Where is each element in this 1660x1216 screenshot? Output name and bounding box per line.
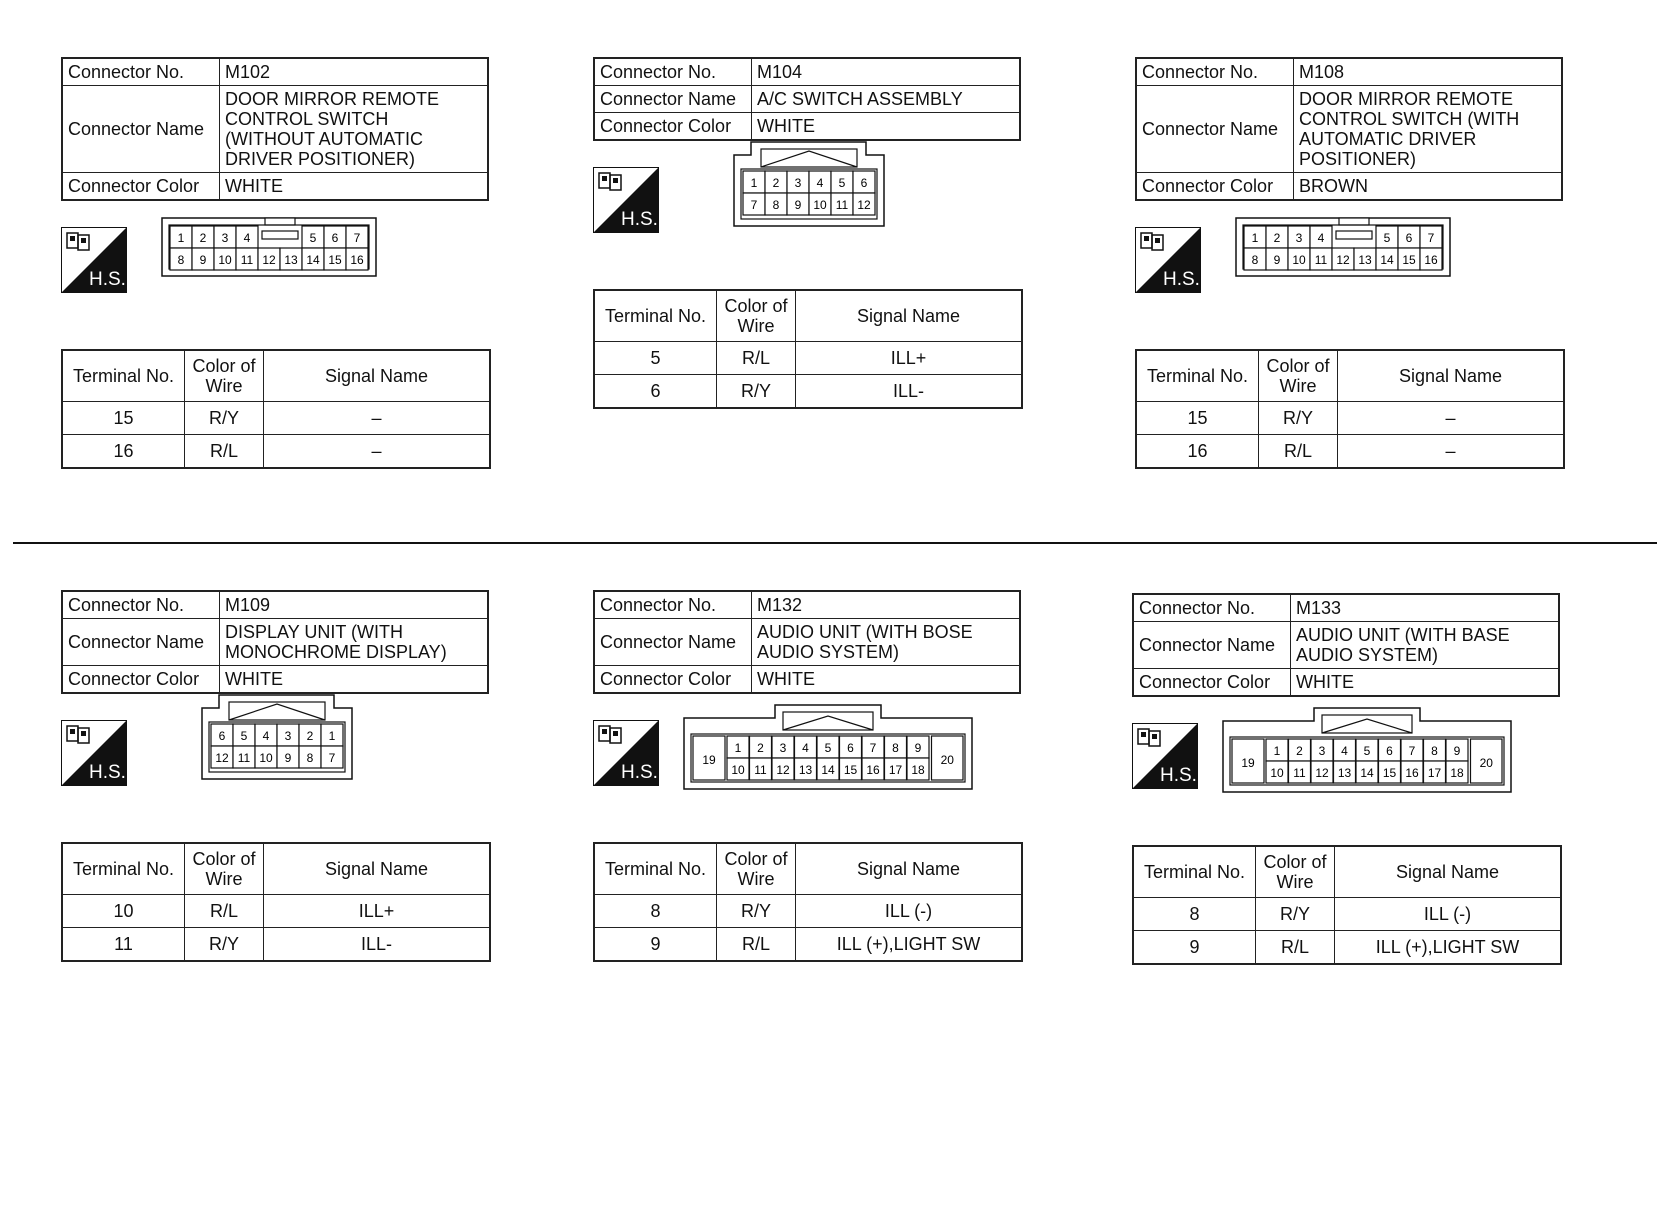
wire-color-header: Color of Wire — [1259, 350, 1338, 402]
connector-color-value: WHITE — [752, 666, 1021, 694]
signal-name-cell: – — [264, 402, 491, 435]
connector-diagram — [1222, 707, 1512, 793]
harness-side-label: H.S. — [89, 762, 126, 783]
pin-label: 5 — [838, 176, 846, 190]
pin-label: 6 — [331, 231, 339, 245]
connector-info-table — [1132, 593, 1560, 697]
wire-color-cell: R/L — [717, 928, 796, 962]
pin-label: 18 — [1450, 766, 1464, 780]
connector-no-label: Connector No. — [62, 591, 220, 619]
connector-no-label: Connector No. — [1133, 594, 1291, 622]
pin-label: 2 — [772, 176, 780, 190]
pin-label: 6 — [860, 176, 868, 190]
terminal-no-cell: 16 — [62, 435, 185, 469]
signal-name-cell: ILL (+),LIGHT SW — [1335, 931, 1562, 965]
pin-label: 1 — [1273, 744, 1281, 758]
connector-block — [593, 57, 1033, 409]
connector-face — [683, 704, 973, 795]
signal-name-cell: – — [1338, 435, 1565, 469]
connector-diagram — [201, 694, 353, 780]
pin-label: 9 — [1453, 744, 1461, 758]
pin-label: 17 — [1427, 766, 1442, 780]
wire-color-header: Color of Wire — [185, 843, 264, 895]
connector-no-value: M133 — [1291, 594, 1560, 622]
pin-label: 4 — [262, 729, 270, 743]
terminal-no-cell: 8 — [1133, 898, 1256, 931]
pin-label: 3 — [1318, 744, 1326, 758]
pin-label: 15 — [843, 763, 858, 777]
pin-label: 5 — [1383, 231, 1391, 245]
table-row — [594, 342, 1022, 375]
connector-color-label: Connector Color — [594, 666, 752, 694]
harness-side-icon — [61, 227, 127, 293]
pin-label: 10 — [259, 751, 273, 765]
harness-side-icon — [1132, 723, 1198, 789]
terminal-no-cell: 10 — [62, 895, 185, 928]
connector-color-label: Connector Color — [594, 113, 752, 141]
pin-label: 17 — [888, 763, 903, 777]
pin-label: 14 — [1360, 766, 1374, 780]
pin-label: 8 — [1431, 744, 1438, 758]
pin-label: 10 — [1292, 253, 1306, 267]
terminal-table — [61, 842, 491, 962]
signal-name-cell: ILL+ — [796, 342, 1023, 375]
terminal-no-cell: 5 — [594, 342, 717, 375]
table-row — [62, 402, 490, 435]
connector-figure — [1135, 201, 1575, 349]
pin-label: 16 — [1424, 253, 1438, 267]
section-divider — [13, 542, 1657, 544]
pin-label: 4 — [816, 176, 824, 190]
signal-name-cell: ILL (-) — [1335, 898, 1562, 931]
table-row — [1136, 402, 1564, 435]
pin-label: 13 — [284, 253, 298, 267]
signal-name-cell: ILL+ — [264, 895, 491, 928]
signal-name-cell: ILL (-) — [796, 895, 1023, 928]
terminal-no-header: Terminal No. — [1136, 350, 1259, 402]
pin-label: 9 — [794, 198, 802, 212]
table-row — [594, 928, 1022, 962]
pin-label: 6 — [847, 741, 854, 755]
terminal-table — [593, 842, 1023, 962]
harness-side-label: H.S. — [1163, 269, 1200, 290]
pin-label: 16 — [1405, 766, 1419, 780]
connector-color-value: WHITE — [220, 173, 489, 201]
pin-label: 10 — [731, 763, 745, 777]
connector-color-label: Connector Color — [62, 666, 220, 694]
connector-name-label: Connector Name — [62, 619, 220, 666]
wire-color-cell: R/Y — [185, 402, 264, 435]
table-row — [62, 435, 490, 469]
terminal-table — [1135, 349, 1565, 469]
pin-label: 12 — [857, 198, 871, 212]
pin-label: 3 — [284, 729, 292, 743]
connector-key-slot — [262, 231, 298, 239]
pin-label: 12 — [262, 253, 276, 267]
pin-label: 2 — [199, 231, 207, 245]
table-row — [594, 375, 1022, 409]
pin-label: 8 — [177, 253, 185, 267]
pin-label: 14 — [821, 763, 835, 777]
pin-label: 4 — [243, 231, 251, 245]
wire-color-cell: R/L — [1256, 931, 1335, 965]
connector-figure — [593, 141, 1033, 289]
pin-label: 10 — [1270, 766, 1284, 780]
pin-label: 12 — [1315, 766, 1329, 780]
pin-label: 8 — [772, 198, 780, 212]
connector-figure — [61, 201, 501, 349]
table-row — [1136, 435, 1564, 469]
connector-block — [61, 590, 501, 962]
pin-label: 11 — [1293, 766, 1306, 780]
connector-color-value: BROWN — [1294, 173, 1563, 201]
terminal-no-header: Terminal No. — [594, 290, 717, 342]
pin-label: 6 — [1405, 231, 1413, 245]
signal-name-cell: ILL (+),LIGHT SW — [796, 928, 1023, 962]
wire-color-cell: R/L — [185, 895, 264, 928]
connector-diagram — [1235, 217, 1451, 277]
connector-info-table — [1135, 57, 1563, 201]
pin-label: 7 — [1427, 231, 1435, 245]
pin-label: 2 — [1296, 744, 1303, 758]
pin-label: 8 — [1251, 253, 1259, 267]
connector-face — [733, 141, 885, 232]
harness-side-label: H.S. — [89, 269, 126, 290]
harness-side-icon — [593, 167, 659, 233]
pin-label: 3 — [221, 231, 229, 245]
pin-label: 16 — [866, 763, 880, 777]
connector-info-table — [61, 590, 489, 694]
pin-label: 8 — [306, 751, 314, 765]
connector-block — [1132, 593, 1572, 965]
connector-info-table — [61, 57, 489, 201]
pin-label: 6 — [1386, 744, 1393, 758]
connector-no-value: M108 — [1294, 58, 1563, 86]
terminal-no-cell: 6 — [594, 375, 717, 409]
pin-label: 16 — [350, 253, 364, 267]
pin-label: 4 — [802, 741, 809, 755]
pin-label: 20 — [940, 753, 954, 767]
connector-figure — [1132, 697, 1572, 845]
pin-label: 1 — [1251, 231, 1259, 245]
connector-no-value: M104 — [752, 58, 1021, 86]
connector-name-value: DOOR MIRROR REMOTE CONTROL SWITCH (WITHOUT AUTOMATIC DRIVER POSITIONER) — [220, 86, 489, 173]
pin-label: 5 — [309, 231, 317, 245]
pin-label: 5 — [240, 729, 248, 743]
pin-label: 7 — [328, 751, 336, 765]
connector-color-label: Connector Color — [1136, 173, 1294, 201]
connector-no-value: M109 — [220, 591, 489, 619]
wire-color-cell: R/Y — [1259, 402, 1338, 435]
terminal-no-cell: 9 — [594, 928, 717, 962]
table-row — [594, 895, 1022, 928]
connector-diagram — [161, 217, 377, 277]
pin-label: 1 — [734, 741, 742, 755]
wire-color-cell: R/Y — [717, 895, 796, 928]
pin-label: 13 — [1358, 253, 1372, 267]
harness-side-label: H.S. — [621, 762, 658, 783]
pin-label: 18 — [911, 763, 925, 777]
connector-name-value: DOOR MIRROR REMOTE CONTROL SWITCH (WITH AUTOMATIC DRIVER POSITIONER) — [1294, 86, 1563, 173]
pin-label: 14 — [306, 253, 320, 267]
pin-label: 7 — [869, 741, 877, 755]
connector-no-value: M102 — [220, 58, 489, 86]
pin-label: 9 — [1273, 253, 1281, 267]
pin-label: 12 — [776, 763, 790, 777]
connector-color-value: WHITE — [220, 666, 489, 694]
connector-figure — [61, 694, 501, 842]
harness-side-icon — [1135, 227, 1201, 293]
pin-label: 11 — [1314, 253, 1328, 267]
connector-name-label: Connector Name — [594, 619, 752, 666]
pin-label: 7 — [1408, 744, 1416, 758]
wire-color-cell: R/L — [185, 435, 264, 469]
pin-label: 13 — [798, 763, 813, 777]
connector-no-label: Connector No. — [1136, 58, 1294, 86]
connector-face — [161, 217, 377, 282]
pin-label: 13 — [1337, 766, 1352, 780]
connector-block — [61, 57, 501, 469]
wire-color-cell: R/Y — [717, 375, 796, 409]
terminal-no-header: Terminal No. — [62, 843, 185, 895]
pin-label: 12 — [215, 751, 229, 765]
terminal-no-cell: 8 — [594, 895, 717, 928]
pin-label: 14 — [1380, 253, 1394, 267]
pin-label: 2 — [306, 729, 314, 743]
signal-name-header: Signal Name — [796, 290, 1023, 342]
pin-label: 11 — [237, 751, 251, 765]
connector-color-label: Connector Color — [1133, 669, 1291, 697]
pin-label: 11 — [754, 763, 767, 777]
terminal-no-cell: 15 — [62, 402, 185, 435]
pin-label: 12 — [1336, 253, 1350, 267]
connector-face — [1222, 707, 1512, 798]
connector-key-slot — [1336, 231, 1372, 239]
pin-label: 8 — [892, 741, 899, 755]
connector-face — [1235, 217, 1451, 282]
pin-label: 1 — [328, 729, 336, 743]
wire-color-header: Color of Wire — [185, 350, 264, 402]
terminal-no-header: Terminal No. — [594, 843, 717, 895]
wire-color-header: Color of Wire — [717, 843, 796, 895]
pin-label: 4 — [1341, 744, 1348, 758]
pin-label: 20 — [1479, 756, 1493, 770]
wire-color-cell: R/Y — [185, 928, 264, 962]
signal-name-header: Signal Name — [264, 843, 491, 895]
connector-no-value: M132 — [752, 591, 1021, 619]
pin-label: 11 — [240, 253, 254, 267]
pin-label: 4 — [1317, 231, 1325, 245]
terminal-no-header: Terminal No. — [1133, 846, 1256, 898]
pin-label: 1 — [750, 176, 758, 190]
terminal-no-cell: 9 — [1133, 931, 1256, 965]
signal-name-header: Signal Name — [796, 843, 1023, 895]
signal-name-cell: – — [264, 435, 491, 469]
terminal-no-cell: 15 — [1136, 402, 1259, 435]
pin-label: 6 — [218, 729, 226, 743]
terminal-table — [1132, 845, 1562, 965]
pin-label: 2 — [757, 741, 764, 755]
connector-name-label: Connector Name — [1133, 622, 1291, 669]
connector-name-value: DISPLAY UNIT (WITH MONOCHROME DISPLAY) — [220, 619, 489, 666]
pin-label: 19 — [1241, 756, 1255, 770]
connector-color-value: WHITE — [1291, 669, 1560, 697]
connector-info-table — [593, 590, 1021, 694]
pin-label: 3 — [779, 741, 787, 755]
wire-color-header: Color of Wire — [1256, 846, 1335, 898]
pin-label: 9 — [284, 751, 292, 765]
table-row — [1133, 898, 1561, 931]
connector-figure — [593, 694, 1033, 842]
pin-label: 15 — [328, 253, 342, 267]
connector-block — [1135, 57, 1575, 469]
pin-label: 3 — [1295, 231, 1303, 245]
table-row — [1133, 931, 1561, 965]
wire-color-header: Color of Wire — [717, 290, 796, 342]
pin-label: 10 — [813, 198, 827, 212]
pin-label: 7 — [353, 231, 361, 245]
connector-color-label: Connector Color — [62, 173, 220, 201]
pin-label: 9 — [199, 253, 207, 267]
pin-label: 9 — [914, 741, 922, 755]
connector-no-label: Connector No. — [62, 58, 220, 86]
pin-label: 10 — [218, 253, 232, 267]
signal-name-cell: – — [1338, 402, 1565, 435]
pin-label: 5 — [1363, 744, 1371, 758]
wire-color-cell: R/L — [717, 342, 796, 375]
connector-name-label: Connector Name — [594, 86, 752, 113]
terminal-table — [593, 289, 1023, 409]
connector-name-label: Connector Name — [1136, 86, 1294, 173]
connector-name-value: AUDIO UNIT (WITH BASE AUDIO SYSTEM) — [1291, 622, 1560, 669]
wire-color-cell: R/L — [1259, 435, 1338, 469]
harness-side-label: H.S. — [621, 209, 658, 230]
connector-name-label: Connector Name — [62, 86, 220, 173]
pin-label: 19 — [702, 753, 716, 767]
connector-color-value: WHITE — [752, 113, 1021, 141]
pin-label: 1 — [177, 231, 185, 245]
table-row — [62, 928, 490, 962]
signal-name-cell: ILL- — [796, 375, 1023, 409]
terminal-no-cell: 16 — [1136, 435, 1259, 469]
connector-block — [593, 590, 1033, 962]
pin-label: 15 — [1382, 766, 1397, 780]
terminal-table — [61, 349, 491, 469]
signal-name-header: Signal Name — [1335, 846, 1562, 898]
harness-side-icon — [61, 720, 127, 786]
signal-name-header: Signal Name — [1338, 350, 1565, 402]
terminal-no-header: Terminal No. — [62, 350, 185, 402]
connector-no-label: Connector No. — [594, 591, 752, 619]
pin-label: 3 — [794, 176, 802, 190]
terminal-no-cell: 11 — [62, 928, 185, 962]
signal-name-cell: ILL- — [264, 928, 491, 962]
connector-name-value: A/C SWITCH ASSEMBLY — [752, 86, 1021, 113]
connector-diagram — [733, 141, 885, 227]
table-row — [62, 895, 490, 928]
connector-diagram — [683, 704, 973, 790]
connector-name-value: AUDIO UNIT (WITH BOSE AUDIO SYSTEM) — [752, 619, 1021, 666]
pin-label: 15 — [1402, 253, 1416, 267]
connector-no-label: Connector No. — [594, 58, 752, 86]
pin-label: 5 — [824, 741, 832, 755]
harness-side-label: H.S. — [1160, 765, 1197, 786]
signal-name-header: Signal Name — [264, 350, 491, 402]
pin-label: 7 — [750, 198, 758, 212]
pin-label: 2 — [1273, 231, 1281, 245]
wire-color-cell: R/Y — [1256, 898, 1335, 931]
connector-info-table — [593, 57, 1021, 141]
harness-side-icon — [593, 720, 659, 786]
connector-face — [201, 694, 353, 785]
pin-label: 11 — [835, 198, 849, 212]
